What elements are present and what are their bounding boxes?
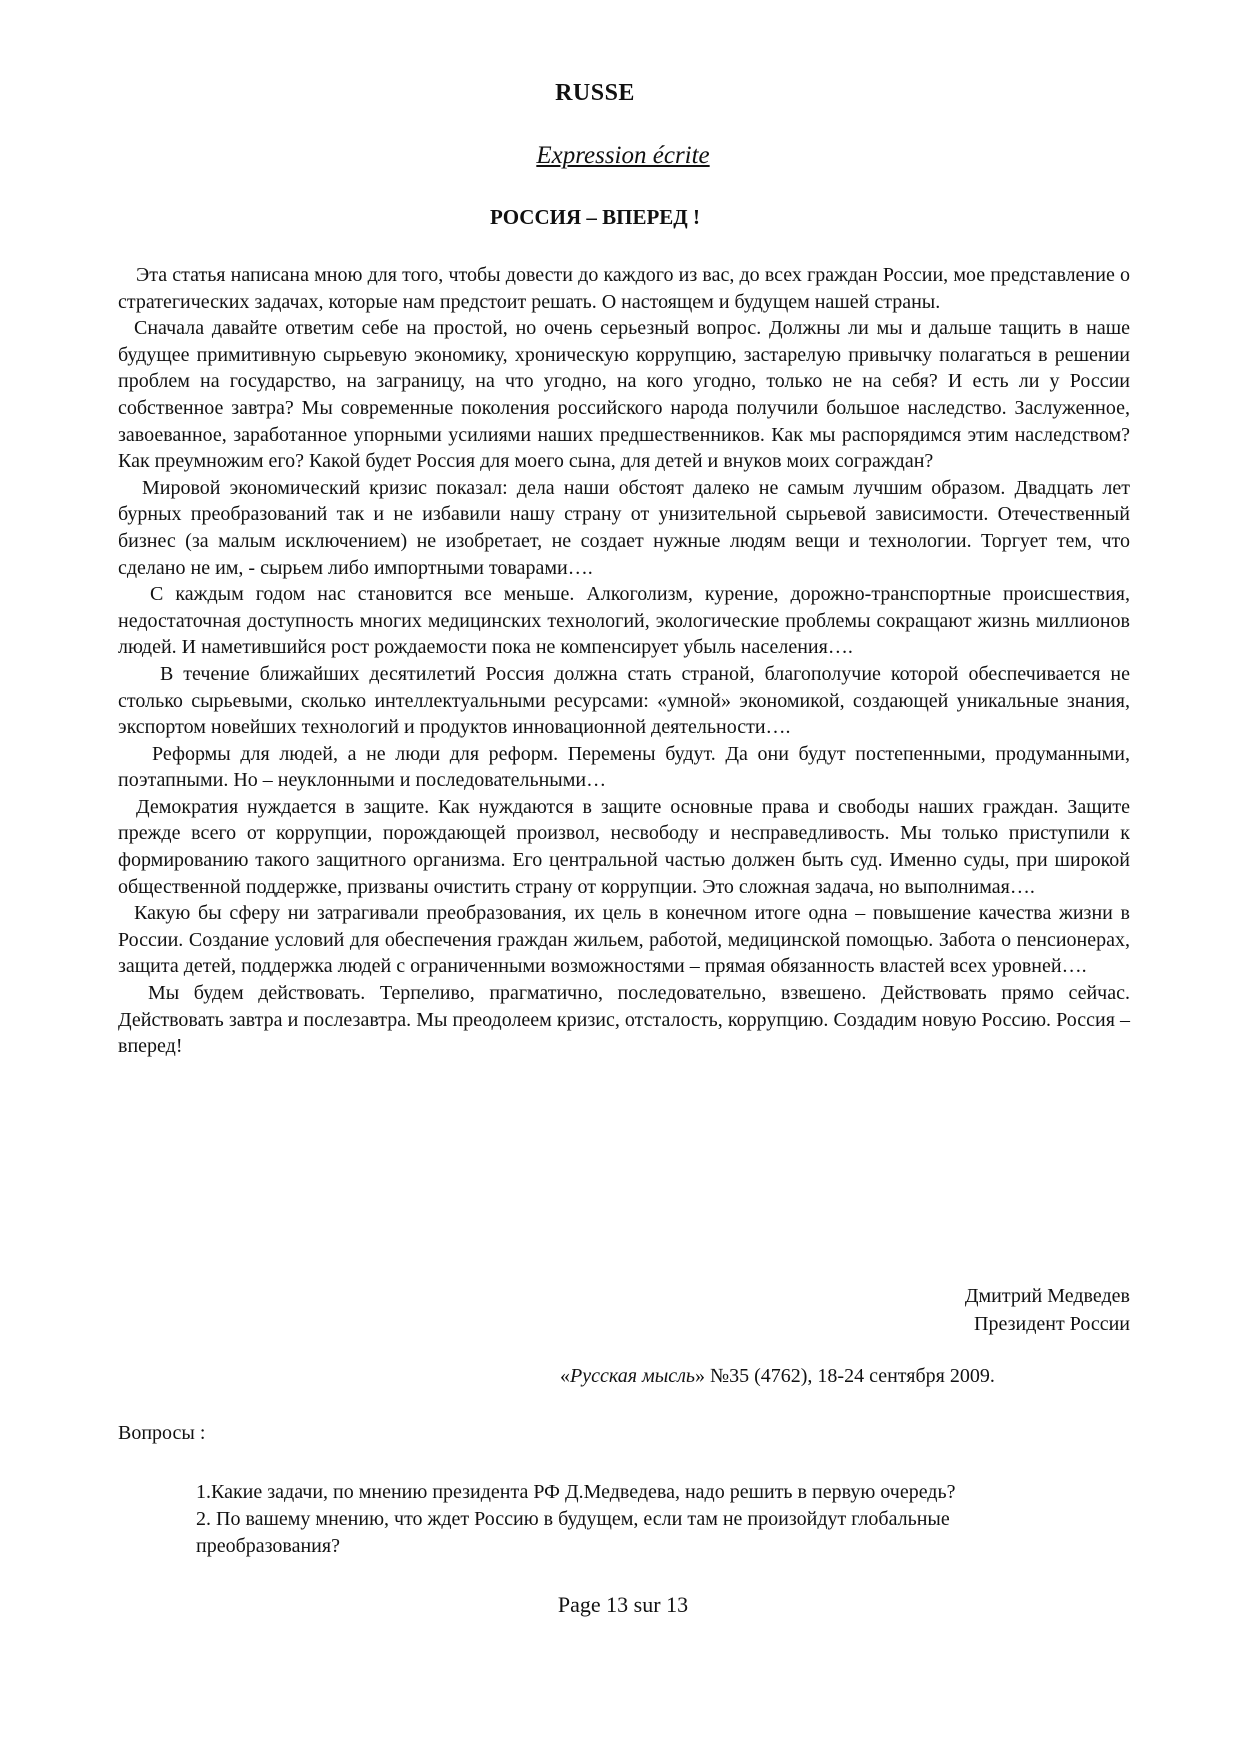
article-paragraph-2: Сначала давайте ответим себе на простой, но очень серьезный вопрос. Должны ли мы и дальше тащить в наше будущее примитивную сырьевую экономику, хроническую коррупцию, застарелую привычку полагаться в решении проблем на государство, на заграницу, на что угодно, на кого угодно, только не на себя? И есть ли у России собственное завтра? Мы современные поколения российского народа получили большое наследство. Заслуженное, завоеванное, заработанное упорными усилиями наших предшественников. Как мы распорядимся этим наследством? Как преумножим его? Какой будет Россия для моего сына, для детей и внуков моих сограждан? [118, 317, 1130, 473]
author-name: Дмитрий Медведев [964, 1285, 1130, 1307]
article-paragraph-5: В течение ближайших десятилетий Россия должна стать страной, благополучие которой обеспечивается не столько сырьевыми, сколько интеллектуальными ресурсами: «умной» экономикой, создающей уникальные знания, экспортом новейших технологий и продуктов инновационной деятельности…. [118, 662, 1130, 739]
article-headline: РОССИЯ – ВПЕРЕД ! [490, 205, 700, 229]
article-paragraph-6: Реформы для людей, а не люди для реформ. Перемены будут. Да они будут постепенными, продуманными, поэтапными. Но – неуклонными и последовательными… [118, 742, 1130, 792]
page-number: Page 13 sur 13 [557, 1592, 689, 1617]
subject-title: RUSSE [555, 80, 635, 106]
article-paragraph-9: Мы будем действовать. Терпеливо, прагматично, последовательно, взвешено. Действовать прямо сейчас. Действовать завтра и послезавтра. Мы преодолеем кризис, отсталость, коррупцию. Создадим новую Россию. Россия – вперед! [118, 982, 1130, 1058]
article-paragraph-4: С каждым годом нас становится все меньше. Алкоголизм, курение, дорожно-транспортные происшествия, недостаточная доступность многих медицинских технологий, экологические проблемы сокращают жизнь миллионов людей. И наметившийся рост рождаемости пока не компенсирует убыль населения…. [118, 583, 1130, 659]
article-body [118, 262, 1130, 1060]
source-details: » №35 (4762), 18-24 сентября 2009. [695, 1365, 995, 1387]
source-open-quote: « [560, 1365, 570, 1387]
question-item: 2. По вашему мнению, что ждет Россию в будущем, если там не произойдут глобальные преобразования? [196, 1508, 950, 1557]
article-paragraph-8: Какую бы сферу ни затрагивали преобразования, их цель в конечном итоге одна – повышение качества жизни в России. Создание условий для обеспечения граждан жильем, работой, медицинской помощью. Забота о пенсионерах, защита детей, поддержка людей с ограниченными возможностями – прямая обязанность властей всех уровней…. [118, 902, 1130, 978]
source-journal: Русская мысль [570, 1365, 696, 1387]
article-paragraph-3: Мировой экономический кризис показал: дела наши обстоят далеко не самым лучшим образом. Двадцать лет бурных преобразований так и не избавили нашу страну от унизительной сырьевой зависимости. Отечественный бизнес (за малым исключением) не изобретает, не создает нужные людям вещи и технологии. Торгует тем, что сделано не им, - сырьем либо импортными товарами…. [118, 476, 1130, 579]
questions-label: Вопросы : [118, 1422, 206, 1444]
article-paragraph-1: Эта статья написана мною для того, чтобы довести до каждого из вас, до всех граждан России, мое представление о стратегических задачах, которые нам предстоит решать. О настоящем и будущем нашей страны. [118, 264, 1130, 313]
questions-list [196, 1479, 1076, 1560]
exercise-title: Expression écrite [536, 142, 710, 169]
question-item: 1.Какие задачи, по мнению президента РФ Д.Медведева, надо решить в первую очередь? [196, 1481, 956, 1503]
article-paragraph-7: Демократия нуждается в защите. Как нуждаются в защите основные права и свободы наших граждан. Защите прежде всего от коррупции, порождающей произвол, несвободу и несправедливость. Мы только приступили к формированию такого защитного организма. Его центральной частью должен быть суд. Именно суды, при широкой общественной поддержке, призваны очистить страну от коррупции. Это сложная задача, но выполнимая…. [118, 795, 1130, 898]
source-citation [560, 1365, 995, 1388]
author-title: Президент России [974, 1313, 1130, 1335]
signature-block [965, 1282, 1130, 1338]
